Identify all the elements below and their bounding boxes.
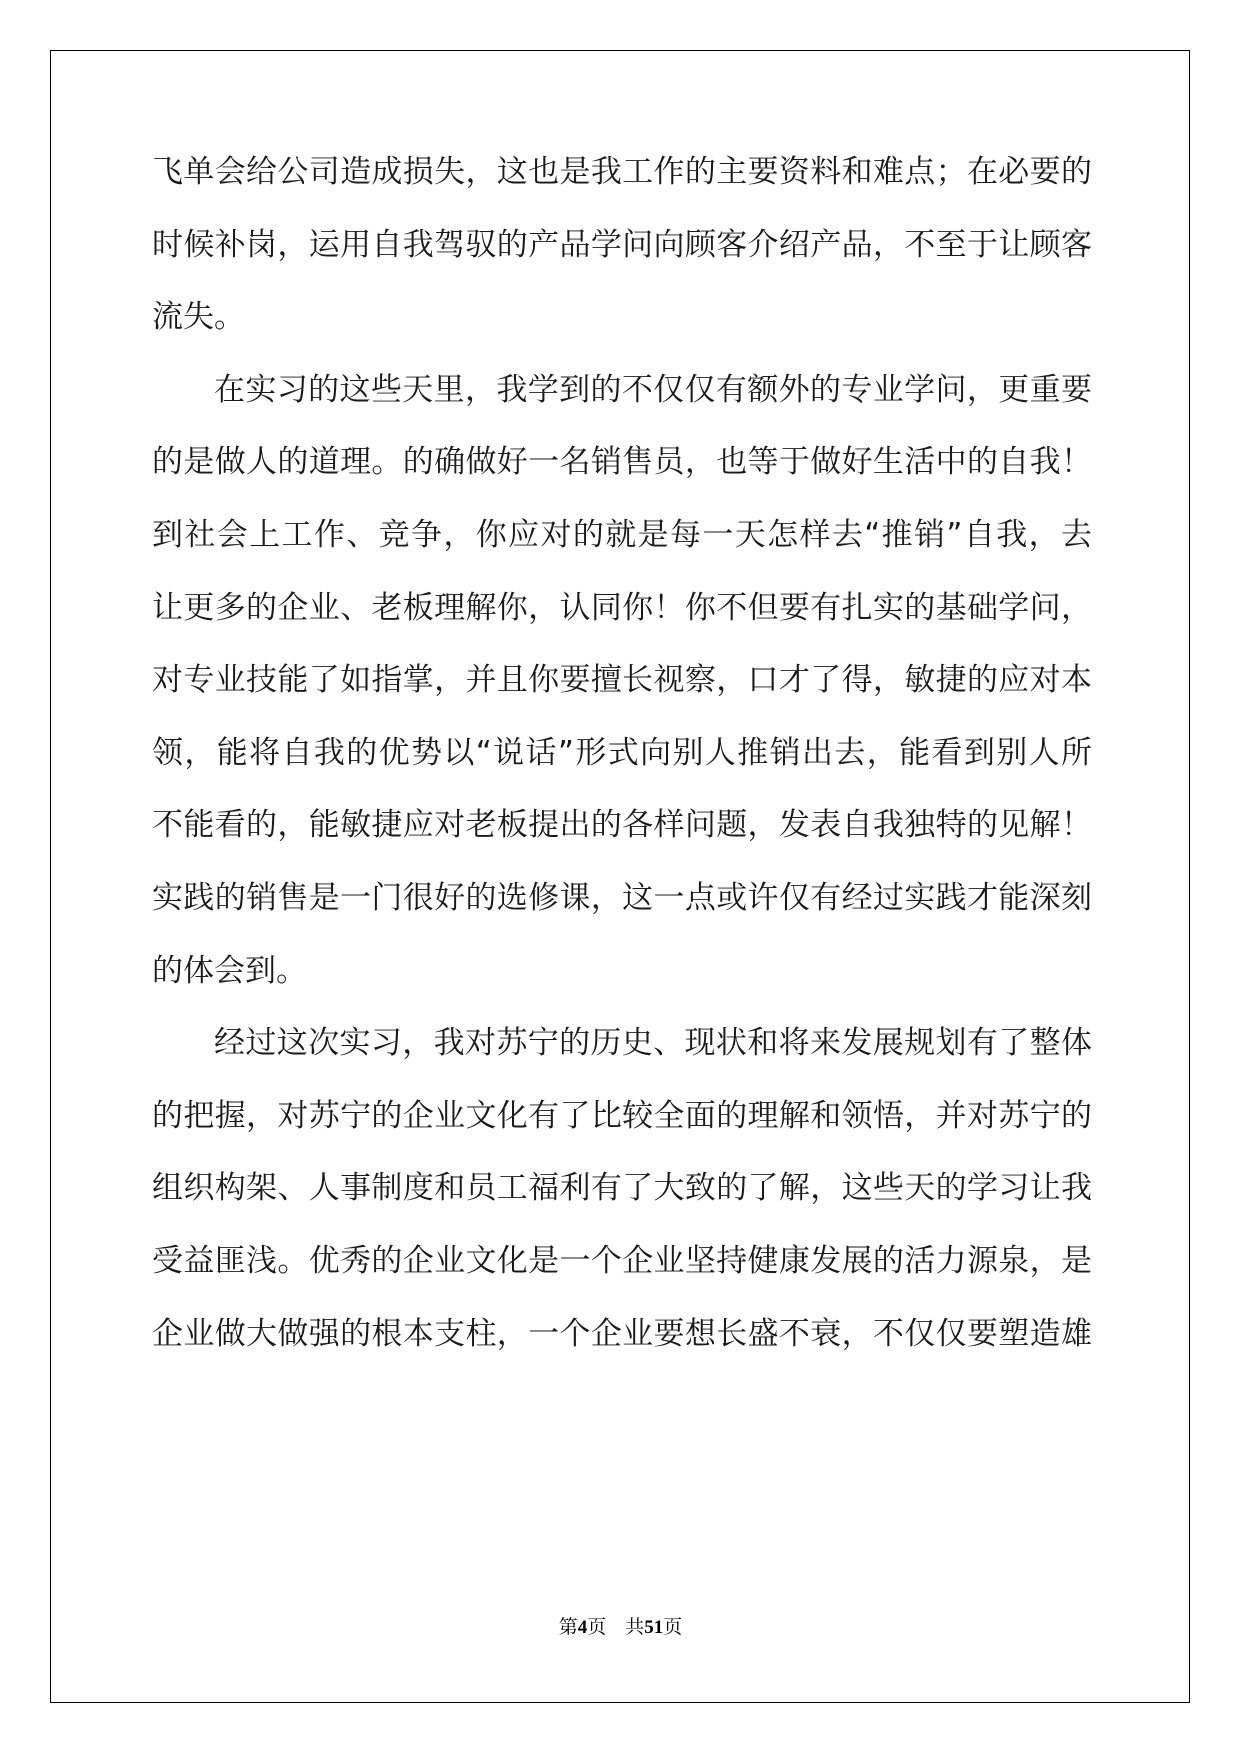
paragraph-2-line-1: 在实习的这些天里，我学到的不仅仅有额外的专业学问，更重要 [214, 371, 1092, 408]
paragraph-2-line-5: 对专业技能了如指掌，并且你要擅长视察，口才了得，敏捷的应对本 [152, 662, 1092, 699]
paragraph-2-line-2: 的是做人的道理。的确做好一名销售员，也等于做好生活中的自我！ [152, 444, 1092, 481]
paragraph-3-line-4: 受益匪浅。优秀的企业文化是一个企业坚持健康发展的活力源泉，是 [152, 1243, 1092, 1279]
total-pages-number: 51 [644, 1617, 664, 1638]
paragraph-2-line-3: 到社会上工作、竞争，你应对的就是每一天怎样去“推销”自我，去 [152, 517, 1092, 553]
paragraph-3-line-3: 组织构架、人事制度和员工福利有了大致的了解，这些天的学习让我 [152, 1170, 1092, 1207]
footer-total-suffix: 页 [663, 1617, 683, 1638]
paragraph-1-line-2: 时候补岗，运用自我驾驭的产品学问向顾客介绍产品，不至于让顾客 [152, 226, 1092, 263]
paragraph-3-line-5: 企业做大做强的根本支柱，一个企业要想长盛不衰，不仅仅要塑造雄 [152, 1315, 1092, 1352]
footer-page-word: 页 [587, 1617, 607, 1638]
footer-prefix: 第 [558, 1617, 578, 1638]
paragraph-2-line-6: 领，能将自我的优势以“说话”形式向别人推销出去，能看到别人所 [152, 734, 1092, 771]
current-page-number: 4 [577, 1617, 588, 1638]
paragraph-2-line-8: 实践的销售是一门很好的选修课，这一点或许仅有经过实践才能深刻 [152, 880, 1092, 916]
paragraph-3-line-1: 经过这次实习，我对苏宁的历史、现状和将来发展规划有了整体 [214, 1025, 1092, 1062]
page-footer [0, 1613, 1241, 1643]
paragraph-2-line-4: 让更多的企业、老板理解你，认同你！你不但要有扎实的基础学问， [152, 589, 1092, 626]
paragraph-1-line-3: 流失。 [152, 299, 245, 336]
paragraph-2-line-7: 不能看的，能敏捷应对老板提出的各样问题，发表自我独特的见解！ [152, 807, 1092, 844]
paragraph-3-line-2: 的把握，对苏宁的企业文化有了比较全面的理解和领悟，并对苏宁的 [152, 1097, 1092, 1134]
paragraph-1-line-1: 飞单会给公司造成损失，这也是我工作的主要资料和难点；在必要的 [152, 154, 1092, 190]
paragraph-2-line-9: 的体会到。 [152, 952, 307, 989]
footer-total-prefix: 共 [625, 1617, 645, 1638]
